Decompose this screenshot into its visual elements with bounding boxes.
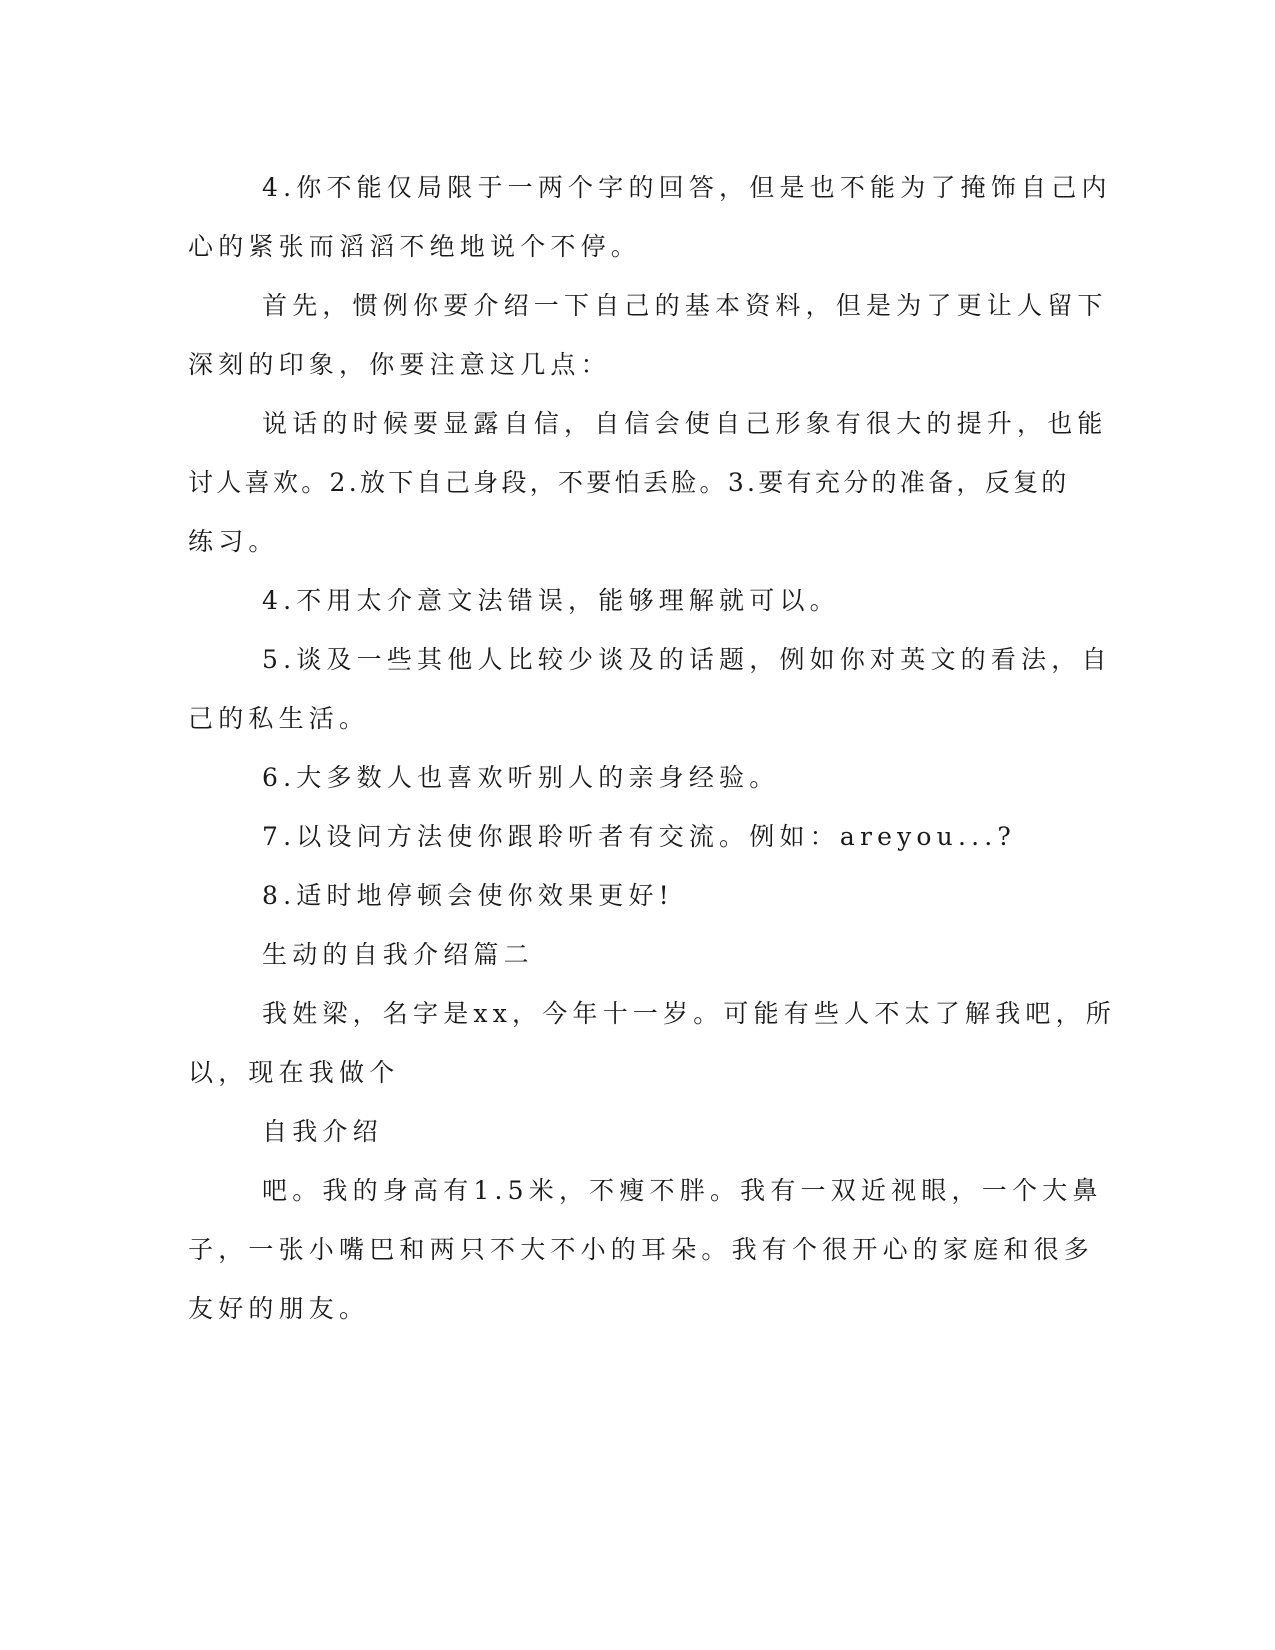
section-heading: 生动的自我介绍篇二 (262, 940, 534, 969)
paragraph-line: 以，现在我做个 (188, 1058, 400, 1087)
paragraph-line: 子，一张小嘴巴和两只不大不小的耳朵。我有个很开心的家庭和很多 (188, 1235, 1095, 1264)
paragraph-line: 讨人喜欢。2.放下自己身段，不要怕丢脸。3.要有充分的准备，反复的 (188, 468, 1070, 497)
paragraph-line: 说话的时候要显露自信，自信会使自己形象有很大的提升，也能 (262, 409, 1108, 438)
paragraph-line: 练习。 (188, 527, 279, 556)
paragraph-line: 深刻的印象，你要注意这几点： (188, 350, 611, 379)
paragraph-line: 4.不用太介意文法错误，能够理解就可以。 (262, 586, 840, 615)
paragraph-line: 8.适时地停顿会使你效果更好! (262, 881, 674, 910)
paragraph-line: 4.你不能仅局限于一两个字的回答，但是也不能为了掩饰自己内 (262, 173, 1112, 202)
paragraph-line: 自我介绍 (262, 1117, 383, 1146)
paragraph-line: 7.以设问方法使你跟聆听者有交流。例如：areyou...? (262, 822, 1017, 851)
paragraph-line: 首先，惯例你要介绍一下自己的基本资料，但是为了更让人留下 (262, 291, 1108, 320)
paragraph-line: 5.谈及一些其他人比较少谈及的话题，例如你对英文的看法，自 (262, 645, 1112, 674)
paragraph-line: 心的紧张而滔滔不绝地说个不停。 (188, 232, 642, 261)
paragraph-line: 我姓梁，名字是xx，今年十一岁。可能有些人不太了解我吧，所 (262, 999, 1117, 1028)
paragraph-line: 己的私生活。 (188, 704, 370, 733)
paragraph-line: 吧。我的身高有1.5米，不瘦不胖。我有一双近视眼，一个大鼻 (262, 1176, 1103, 1205)
paragraph-line: 6.大多数人也喜欢听别人的亲身经验。 (262, 763, 780, 792)
paragraph-line: 友好的朋友。 (188, 1294, 370, 1323)
